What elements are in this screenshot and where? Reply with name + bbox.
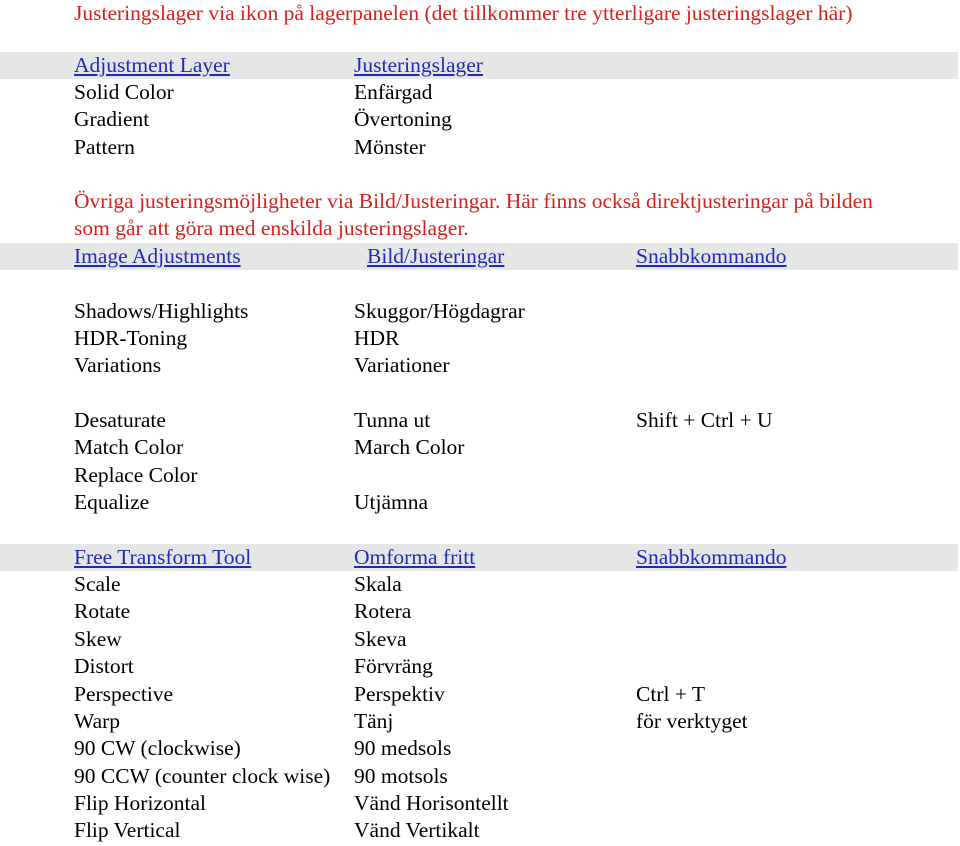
- cell-sv: Övertoning: [354, 107, 452, 131]
- cell-sv: HDR: [354, 326, 400, 350]
- cell-en: Warp: [74, 709, 121, 733]
- cell-sv: 90 medsols: [354, 736, 452, 760]
- table-row: [0, 763, 960, 790]
- cell-sv: Rotera: [354, 599, 412, 623]
- table-row: [0, 598, 960, 625]
- cell-sv: Mönster: [354, 135, 426, 159]
- intro-text: Justeringslager via ikon på lagerpanelen (det tillkommer tre ytterligare justeringslager här): [74, 1, 853, 25]
- header-bild-justeringar: Bild/Justeringar: [367, 244, 505, 268]
- cell-en: Replace Color: [74, 463, 198, 487]
- table-row: [0, 708, 960, 735]
- table-row: [0, 462, 960, 489]
- table-row: [0, 325, 960, 352]
- header-adjustment-layer: Adjustment Layer: [74, 53, 230, 77]
- table-row: [0, 106, 960, 133]
- adjustment-layer-header: [0, 52, 958, 79]
- cell-en: Shadows/Highlights: [74, 299, 249, 323]
- table-row: [0, 571, 960, 598]
- cell-en: Distort: [74, 654, 134, 678]
- cell-sv: Vänd Horisontellt: [354, 791, 509, 815]
- cell-shortcut: för verktyget: [636, 709, 748, 733]
- cell-sv: 90 motsols: [354, 764, 448, 788]
- cell-en: Match Color: [74, 435, 184, 459]
- cell-shortcut: Shift + Ctrl + U: [636, 408, 773, 432]
- cell-en: Scale: [74, 572, 121, 596]
- cell-shortcut: Ctrl + T: [636, 682, 706, 706]
- header-justeringslager: Justeringslager: [354, 53, 483, 77]
- cell-en: Perspective: [74, 682, 174, 706]
- cell-en: Flip Vertical: [74, 818, 181, 842]
- table-row: [0, 653, 960, 680]
- note-line-1: Övriga justeringsmöjligheter via Bild/Justeringar. Här finns också direktjusteringar på bilden: [74, 189, 873, 213]
- cell-sv: March Color: [354, 435, 465, 459]
- table-row: [0, 352, 960, 379]
- table-row: [0, 407, 960, 434]
- cell-sv: Perspektiv: [354, 682, 445, 706]
- free-transform-header: [0, 544, 958, 571]
- table-row: [0, 434, 960, 461]
- cell-en: Rotate: [74, 599, 131, 623]
- cell-en: Skew: [74, 627, 122, 651]
- header-free-transform: Free Transform Tool: [74, 545, 252, 569]
- cell-sv: Variationer: [354, 353, 450, 377]
- table-row: [0, 817, 960, 844]
- cell-en: Pattern: [74, 135, 135, 159]
- table-row: [0, 298, 960, 325]
- cell-en: 90 CW (clockwise): [74, 736, 241, 760]
- cell-sv: Skala: [354, 572, 402, 596]
- cell-sv: Enfärgad: [354, 80, 433, 104]
- image-adjustments-header: [0, 243, 958, 270]
- cell-en: Variations: [74, 353, 162, 377]
- cell-en: 90 CCW (counter clock wise): [74, 764, 331, 788]
- cell-sv: Utjämna: [354, 490, 429, 514]
- cell-sv: Skuggor/Högdagrar: [354, 299, 525, 323]
- cell-sv: Skeva: [354, 627, 407, 651]
- header-snabbkommando: Snabbkommando: [636, 545, 787, 569]
- table-row: [0, 134, 960, 161]
- header-snabbkommando: Snabbkommando: [636, 244, 787, 268]
- header-image-adjustments: Image Adjustments: [74, 244, 241, 268]
- table-row: [0, 735, 960, 762]
- header-omforma-fritt: Omforma fritt: [354, 545, 476, 569]
- cell-sv: Tänj: [354, 709, 394, 733]
- cell-sv: Vänd Vertikalt: [354, 818, 480, 842]
- cell-en: Flip Horizontal: [74, 791, 206, 815]
- table-row: [0, 790, 960, 817]
- table-row: [0, 626, 960, 653]
- cell-en: Gradient: [74, 107, 150, 131]
- cell-sv: Tunna ut: [354, 408, 431, 432]
- cell-en: Equalize: [74, 490, 150, 514]
- cell-sv: Förvräng: [354, 654, 433, 678]
- cell-en: HDR-Toning: [74, 326, 188, 350]
- note-line-2: som går att göra med enskilda justeringslager.: [74, 216, 469, 240]
- cell-en: Desaturate: [74, 408, 166, 432]
- cell-en: Solid Color: [74, 80, 174, 104]
- table-row: [0, 681, 960, 708]
- table-row: [0, 79, 960, 106]
- table-row: [0, 489, 960, 516]
